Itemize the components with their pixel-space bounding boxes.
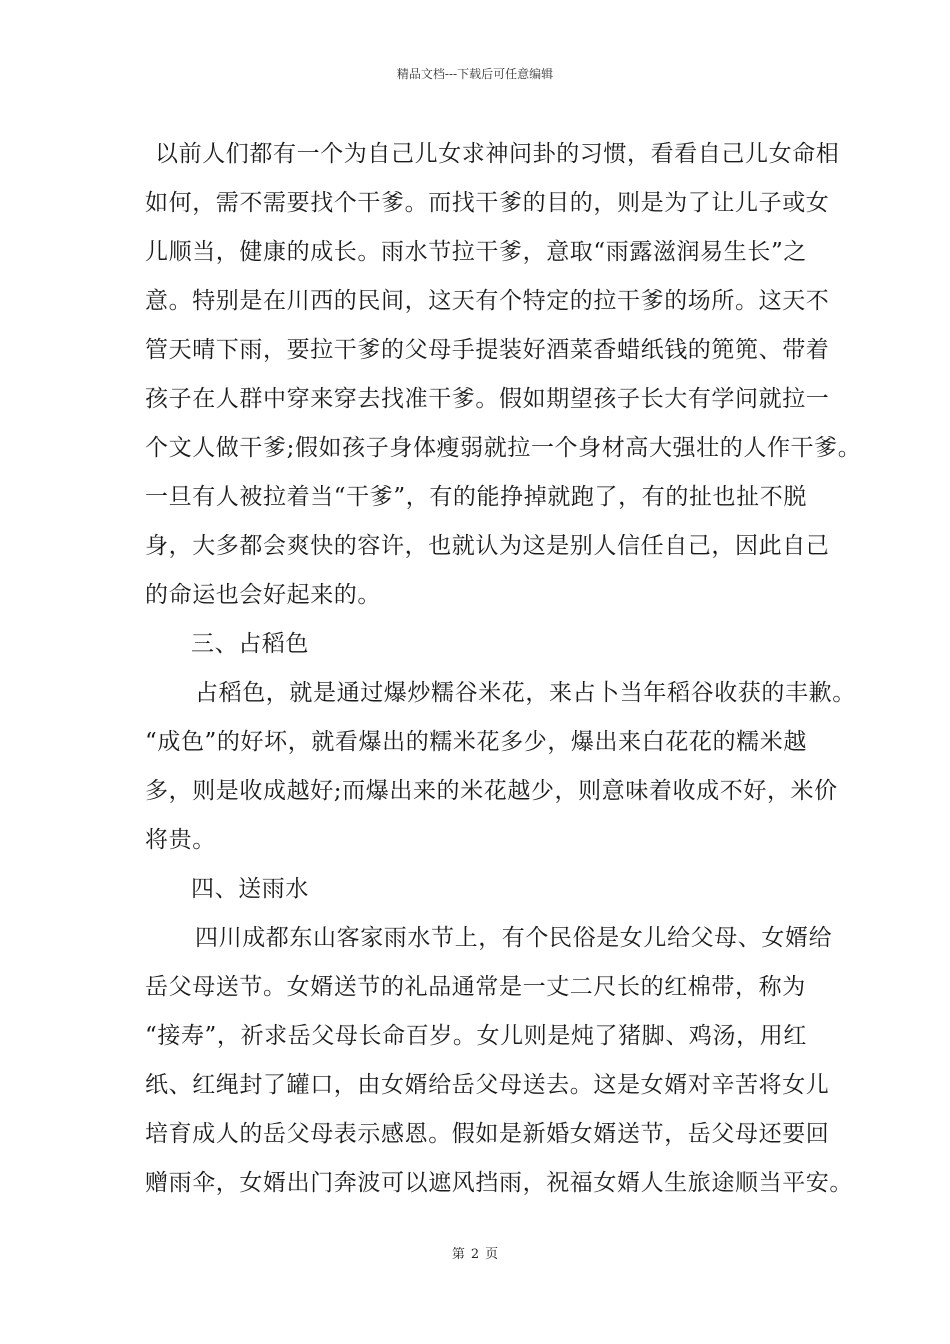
paragraph-line: 多，则是收成越好;而爆出来的米花越少，则意味着收成不好，米价 [145, 778, 838, 804]
page-number-suffix: 页 [485, 1247, 499, 1262]
paragraph-line: 身，大多都会爽快的容许，也就认为这是别人信任自己，因此自己 [145, 533, 830, 559]
paragraph-line: 意。特别是在川西的民间，这天有个特定的拉干爹的场所。这天不 [145, 288, 830, 314]
paragraph-line: “成色”的好坏，就看爆出的糯米花多少，爆出来白花花的糯米越 [145, 729, 807, 755]
paragraph-line: 培育成人的岳父母表示感恩。假如是新婚女婿送节，岳父母还要回 [145, 1121, 830, 1147]
paragraph-line: 的命运也会好起来的。 [145, 582, 381, 608]
paragraph-line: 儿顺当，健康的成长。雨水节拉干爹，意取“雨露滋润易生长”之 [145, 239, 807, 265]
page-number-prefix: 第 [451, 1247, 465, 1262]
paragraph-line: 将贵。 [145, 827, 216, 853]
paragraph-line: 孩子在人群中穿来穿去找准干爹。假如期望孩子长大有学问就拉一 [145, 386, 830, 412]
paragraph-line: 如何，需不需要找个干爹。而找干爹的目的，则是为了让儿子或女 [145, 190, 830, 216]
paragraph-line: 个文人做干爹;假如孩子身体瘦弱就拉一个身材高大强壮的人作干爹。 [145, 435, 862, 461]
paragraph-line: 管天晴下雨，要拉干爹的父母手提装好酒菜香蜡纸钱的篼篼、带着 [145, 337, 830, 363]
paragraph-line: 岳父母送节。女婿送节的礼品通常是一丈二尺长的红棉带，称为 [145, 974, 806, 1000]
page-header: 精品文档---下载后可任意编辑 [396, 67, 554, 81]
paragraph-line: 四川成都东山客家雨水节上，有个民俗是女儿给父母、女婿给 [195, 925, 833, 951]
paragraph-line: “接寿”，祈求岳父母长命百岁。女儿则是炖了猪脚、鸡汤，用红 [145, 1023, 807, 1049]
section-heading: 三、占稻色 [191, 631, 309, 657]
page-footer [0, 1246, 950, 1264]
section-heading: 四、送雨水 [191, 876, 309, 902]
paragraph-line: 一旦有人被拉着当“干爹”，有的能挣掉就跑了，有的扯也扯不脱 [145, 484, 807, 510]
document-body [145, 130, 862, 1208]
paragraph-line: 纸、红绳封了罐口，由女婿给岳父母送去。这是女婿对辛苦将女儿 [145, 1072, 830, 1098]
paragraph-line: 赠雨伞，女婿出门奔波可以遮风挡雨，祝福女婿人生旅途顺当平安。 [145, 1170, 853, 1196]
paragraph-line: 占稻色，就是通过爆炒糯谷米花，来占卜当年稻谷收获的丰歉。 [195, 680, 856, 706]
paragraph-line: 以前人们都有一个为自己儿女求神问卦的习惯，看看自己儿女命相 [155, 141, 840, 167]
page-number: 2 [470, 1247, 480, 1262]
